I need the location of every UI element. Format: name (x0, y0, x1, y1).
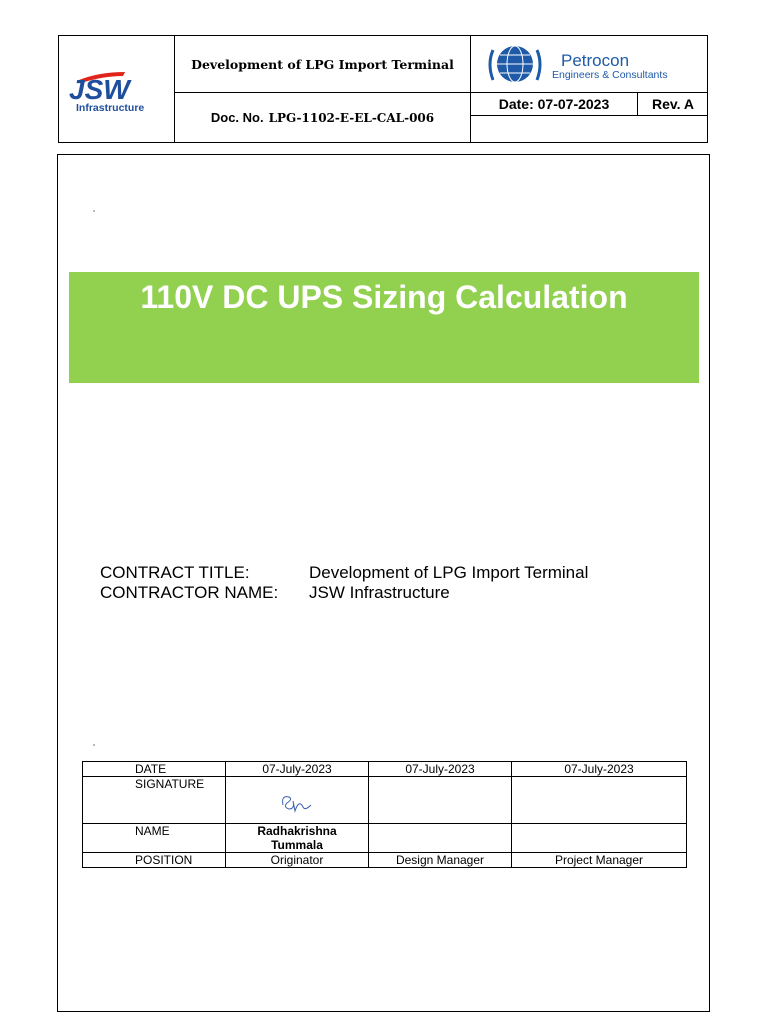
design-manager-signature (369, 777, 512, 824)
contract-info (100, 563, 588, 603)
document-date: Date: 07-07-2023 (471, 93, 638, 116)
contract-title-value: Development of LPG Import Terminal (309, 563, 589, 582)
petrocon-name: Petrocon (561, 51, 630, 70)
contractor-name-label: CONTRACTOR NAME: (100, 583, 279, 602)
jsw-logo-subtext: Infrastructure (76, 102, 145, 114)
signature-image (277, 787, 317, 817)
originator-date: 07-July-2023 (226, 762, 369, 777)
table-row (83, 762, 687, 777)
contract-title-label: CONTRACT TITLE: (100, 563, 250, 582)
project-manager-signature (512, 777, 687, 824)
table-row (83, 824, 687, 853)
marker-dot (93, 210, 95, 212)
table-row (83, 777, 687, 824)
date-label: DATE (83, 762, 226, 777)
project-manager-position: Project Manager (512, 853, 687, 868)
contract-title-row (100, 563, 588, 583)
project-manager-date: 07-July-2023 (512, 762, 687, 777)
globe-icon (490, 46, 540, 82)
position-label: POSITION (83, 853, 226, 868)
revision: Rev. A (638, 93, 708, 116)
contractor-name-row (100, 583, 588, 603)
title-banner (69, 272, 699, 383)
document-header (58, 35, 708, 143)
project-manager-name (512, 824, 687, 853)
jsw-logo-text: JSW (69, 74, 130, 105)
originator-name: Radhakrishna Tummala (226, 824, 369, 853)
signature-label: SIGNATURE (83, 777, 226, 824)
document-number (175, 93, 471, 142)
header-blank-cell (471, 116, 708, 142)
contractor-name-value: JSW Infrastructure (309, 583, 450, 602)
signoff-table (82, 761, 687, 868)
jsw-infrastructure-logo (59, 36, 175, 142)
project-title: Development of LPG Import Terminal (175, 36, 471, 93)
name-label: NAME (83, 824, 226, 853)
marker-dot (93, 744, 95, 746)
originator-signature (226, 777, 369, 824)
doc-number-label: Doc. No. (210, 110, 264, 125)
originator-position: Originator (226, 853, 369, 868)
doc-number-value: LPG-1102-E-EL-CAL-006 (268, 110, 435, 125)
petrocon-subtext: Engineers & Consultants (552, 69, 668, 81)
table-row (83, 853, 687, 868)
design-manager-name (369, 824, 512, 853)
design-manager-position: Design Manager (369, 853, 512, 868)
document-title: 110V DC UPS Sizing Calculation (140, 279, 628, 315)
petrocon-logo (471, 36, 708, 93)
design-manager-date: 07-July-2023 (369, 762, 512, 777)
